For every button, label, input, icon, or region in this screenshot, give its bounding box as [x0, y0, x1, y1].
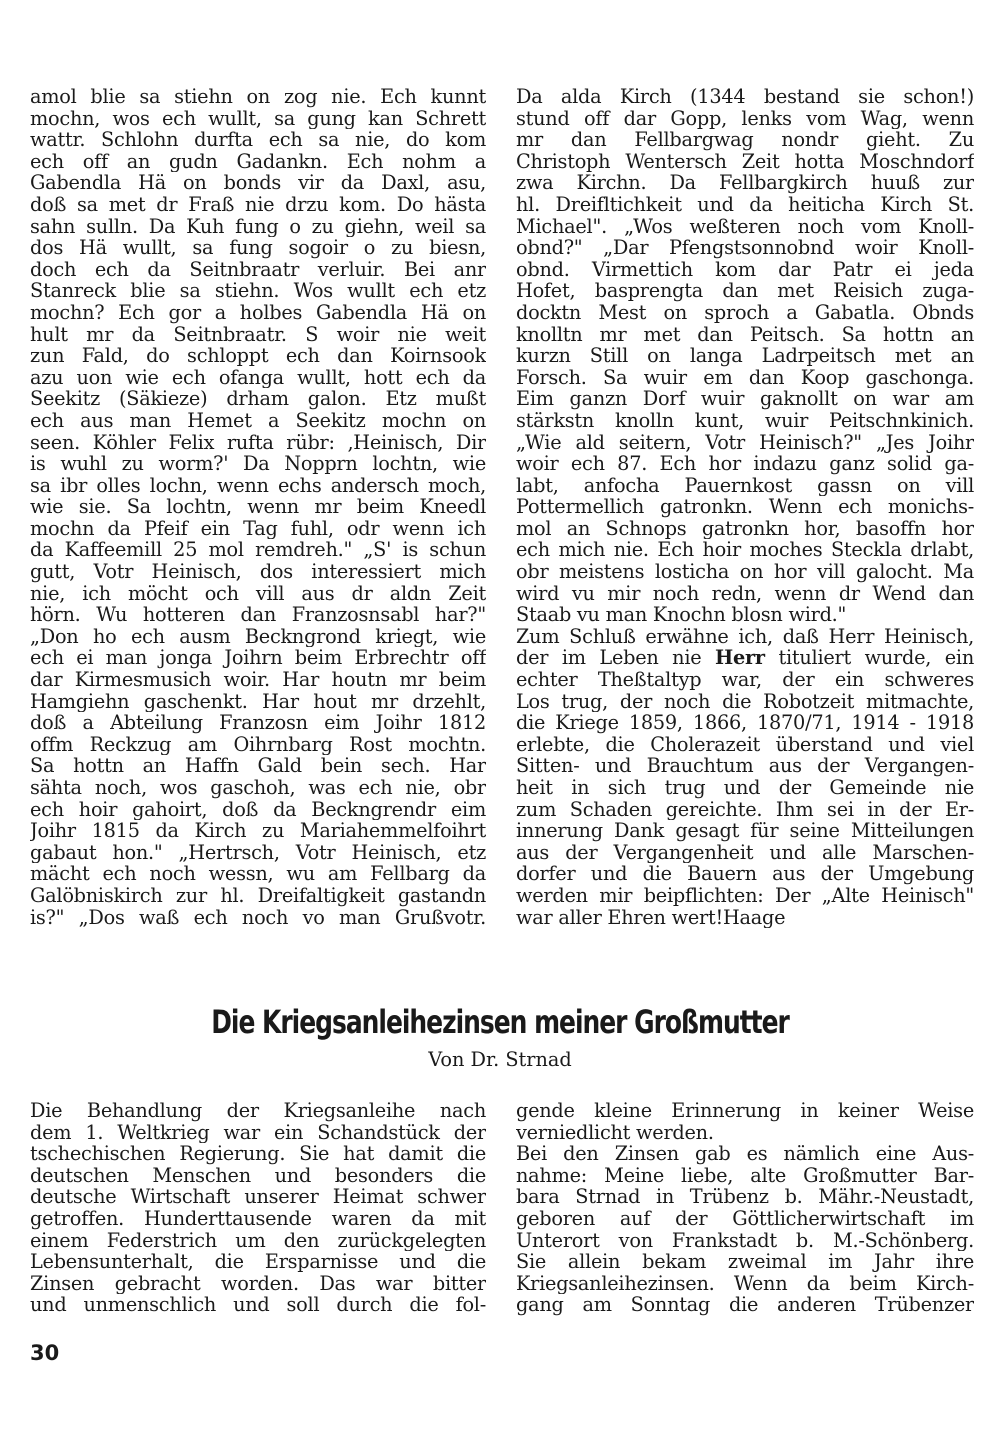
text-line: gutt, Votr Heinisch, dos interessiert mich — [30, 561, 486, 583]
text-line: ech off an gudn Gadankn. Ech nohm a — [30, 150, 486, 173]
text-line: kurzn Still on langa Ladrpeitsch met an — [516, 345, 974, 367]
text-line: aus der Vergangenheit und alle Marschen- — [516, 841, 974, 864]
text-line: dos Hä wullt, sa fung sogoir o zu biesn, — [30, 237, 486, 259]
text-line: doß sa met dr Fraß nie drzu kom. Do hästa — [30, 193, 486, 216]
article2-right-column — [516, 1100, 974, 1316]
text-line: zum Schaden gereichte. Ihm sei in der Er- — [516, 798, 974, 821]
text-line: Gabendla Hä on bonds vir da Daxl, asu, — [30, 172, 486, 194]
text-line: woir ech 87. Ech hor indazu ganz solid ga- — [516, 453, 974, 475]
text-line: Sitten- und Brauchtum aus der Vergangen- — [516, 755, 974, 777]
text-line: ech aus man Hemet a Seekitz mochn on — [30, 409, 486, 432]
text-line: Zum Schluß erwähne ich, daß Herr Heinisch, — [516, 625, 974, 648]
text-line: stärkstn knolln kunt, wuir Peitschnkinich. — [516, 409, 974, 432]
text-line: zwa Kirchn. Da Fellbargkirch huuß zur — [516, 172, 974, 194]
text-line: da Kaffeemill 25 mol remdreh." „S' is schun — [30, 539, 486, 562]
text-line: ech ei man jonga Joihrn beim Erbrechtr off — [30, 647, 486, 670]
text-line: Zinsen gebracht worden. Das war bitter — [30, 1272, 486, 1295]
text-line: dorfer und die Bauern aus der Umgebung — [516, 863, 974, 885]
text-line: wie sie. Sa lochtn, wenn mr beim Kneedl — [30, 496, 486, 518]
text-line: Forsch. Sa wuir em dan Koop gaschonga. — [516, 366, 974, 389]
text-line: amol blie sa stiehn on zog nie. Ech kunnt — [30, 86, 486, 108]
text-line: dar Kirmesmusich woir. Har houtn mr beim — [30, 669, 486, 691]
text-line: mochn da Pfeif ein Tag fuhl, odr wenn ich — [30, 517, 486, 540]
text-line: wird vu mir noch redn, wenn dr Wend dan — [516, 582, 974, 605]
text-line: docktn Mest on sproch a Gabatla. Obnds — [516, 301, 974, 324]
text-line: geboren auf der Göttlicherwirtschaft im — [516, 1207, 974, 1230]
text-line: seen. Köhler Felix rufta rübr: ‚Heinisch, Dir — [30, 431, 486, 454]
article1-closing-line — [516, 907, 974, 929]
text-line: ech mich nie. Ech hoir moches Steckla drlabt, — [516, 539, 974, 562]
text-line: Pottermellich gatronkn. Wenn ech monichs- — [516, 496, 974, 518]
text-line: labt, anfocha Pauernkost gassn on vill — [516, 474, 974, 497]
text-line: obr meistens losticha on hor vill galocht. Ma — [516, 561, 974, 583]
text-line: sahn sulln. Da Kuh fung o zu giehn, weil sa — [30, 215, 486, 238]
text-line: deutschen Menschen und besonders die — [30, 1164, 486, 1187]
text-line: Kriegsanleihezinsen. Wenn da beim Kirch- — [516, 1272, 974, 1295]
text-line: innerung Dank gesagt für seine Mitteilungen — [516, 820, 974, 842]
article1-left-column — [30, 86, 486, 928]
text-line: ech hoir gahoirt, doß da Beckngrendr eim — [30, 798, 486, 821]
text-segment: tituliert wurde, ein — [764, 647, 974, 670]
text-line: hult mr da Seitnbraatr. S woir nie weit — [30, 323, 486, 346]
text-line: gabaut hon." „Hertrsch, Votr Heinisch, etz — [30, 841, 486, 864]
text-line: mol an Schnops gatronkn hor, basoffn hor — [516, 517, 974, 540]
text-line: Stanreck blie sa stiehn. Wos wullt ech etz — [30, 280, 486, 302]
text-segment: der im Leben nie — [516, 647, 716, 670]
text-line: hörn. Wu hotteren dan Franzosnsabl har?" — [30, 604, 486, 626]
article2-title: Die Kriegsanleihezinsen meiner Großmutter — [211, 1003, 789, 1041]
text-line: „Don ho ech ausm Beckngrond kriegt, wie — [30, 625, 486, 648]
text-line: Seekitz (Säkieze) drham galon. Etz mußt — [30, 388, 486, 410]
text-line: deutsche Wirtschaft unserer Heimat schwer — [30, 1186, 486, 1208]
text-line: echter Theßtaltyp war, der ein schweres — [516, 669, 974, 691]
text-line: offm Reckzug am Oihrnbarg Rost mochtn. — [30, 733, 486, 756]
text-line: Galöbniskirch zur hl. Dreifaltigkeit gastandn — [30, 884, 486, 907]
text-line: mochn? Ech gor a holbes Gabendla Hä on — [30, 301, 486, 324]
text-line: doch ech da Seitnbraatr verluir. Bei anr — [30, 258, 486, 281]
text-line: azu uon wie ech ofanga wullt, hott ech da — [30, 366, 486, 389]
emphasis-herr: Herr — [715, 647, 765, 670]
text-line: einem Federstrich um den zurückgelegten — [30, 1229, 486, 1252]
text-line: Unterort von Frankstadt b. M.-Schönberg. — [516, 1229, 974, 1252]
text-line: tschechischen Regierung. Sie hat damit die — [30, 1143, 486, 1165]
text-line: Los trug, der noch die Robotzeit mitmachte, — [516, 690, 974, 713]
text-line: Da alda Kirch (1344 bestand sie schon!) — [516, 86, 974, 108]
text-line: is?" „Dos waß ech noch vo man Grußvotr. — [30, 906, 486, 929]
text-line: sähta noch, wos gaschoh, was ech nie, obr — [30, 777, 486, 799]
text-line: verniedlicht werden. — [516, 1121, 714, 1144]
text-line — [516, 647, 974, 669]
text-line: die Kriege 1859, 1866, 1870/71, 1914 - 1918 — [516, 712, 974, 734]
text-line: nie, ich möcht och vill aus dr aldn Zeit — [30, 582, 486, 605]
text-line: heit in sich trug und der Gemeinde nie — [516, 777, 974, 799]
page-number: 30 — [30, 1341, 60, 1365]
text-line: stund off dar Gopp, lenks vom Wag, wenn — [516, 107, 974, 130]
text-line: gende kleine Erinnerung in keiner Weise — [516, 1100, 974, 1122]
text-line: wattr. Schlohn durfta ech sa nie, do kom — [30, 129, 486, 151]
text-line: Michael". „Wos weßteren noch vom Knoll- — [516, 215, 974, 238]
text-line: doß a Abteilung Franzosn eim Joihr 1812 — [30, 712, 486, 734]
text-line: sa ibr olles lochn, wenn echs andersch moch, — [30, 474, 486, 497]
text-line: bara Strnad in Trübenz b. Mähr.-Neustadt, — [516, 1186, 974, 1208]
article1-author: Haage — [722, 906, 786, 929]
text-line: dem 1. Weltkrieg war ein Schandstück der — [30, 1121, 486, 1144]
text-line: werden mir beipflichten: Der „Alte Heinisch" — [516, 884, 974, 907]
text-line: gang am Sonntag die anderen Trübenzer — [516, 1294, 974, 1316]
text-line: Joihr 1815 da Kirch zu Mariahemmelfoihrt — [30, 820, 486, 842]
text-line: Die Behandlung der Kriegsanleihe nach — [30, 1100, 486, 1122]
text-line: mächt ech noch wessn, wu am Fellbarg da — [30, 863, 486, 885]
text-line: Hofet, basprengta dan met Reisich zuga- — [516, 280, 974, 302]
text-line: obnd. Virmettich kom dar Patr ei jeda — [516, 258, 974, 281]
text-line: nahme: Meine liebe, alte Großmutter Bar- — [516, 1164, 974, 1187]
text-line: obnd?" „Dar Pfengstsonnobnd woir Knoll- — [516, 237, 974, 259]
text-line: Eim ganzn Dorf wuir gaknollt on war am — [516, 388, 974, 410]
text-line: mochn, wos ech wullt, sa gung kan Schrett — [30, 107, 486, 130]
text-line: Sa hottn an Haffn Gald bein sech. Har — [30, 755, 486, 777]
text-line: Staab vu man Knochn blosn wird." — [516, 604, 847, 626]
article2-byline: Von Dr. Strnad — [428, 1048, 572, 1071]
article1-right-column — [516, 86, 974, 928]
text-line: hl. Dreifltichkeit und da heiticha Kirch St. — [516, 193, 974, 216]
text-line: zun Fald, do schloppt ech dan Koirnsook — [30, 345, 486, 367]
text-line: erlebte, die Cholerazeit überstand und viel — [516, 733, 974, 756]
text-line: Lebensunterhalt, die Ersparnisse und die — [30, 1251, 486, 1273]
closing-text: war aller Ehren wert! — [516, 906, 723, 929]
text-line: mr dan Fellbargwag nondr gieht. Zu — [516, 129, 974, 151]
text-line: Sie allein bekam zweimal im Jahr ihre — [516, 1251, 974, 1273]
article2-left-column — [30, 1100, 486, 1316]
text-line: und unmenschlich und soll durch die fol- — [30, 1294, 486, 1316]
text-line: knolltn mr met dan Peitsch. Sa hottn an — [516, 323, 974, 346]
text-line: Christoph Wentersch Zeit hotta Moschndorf — [516, 150, 974, 173]
text-line: getroffen. Hunderttausende waren da mit — [30, 1207, 486, 1230]
text-line: is wuhl zu worm?' Da Nopprn lochtn, wie — [30, 453, 486, 475]
text-line: Bei den Zinsen gab es nämlich eine Aus- — [516, 1143, 974, 1165]
text-line: Hamgiehn gaschenkt. Har hout mr drzehlt, — [30, 690, 486, 713]
text-line: „Wie ald seitern, Votr Heinisch?" „Jes Joihr — [516, 431, 974, 454]
